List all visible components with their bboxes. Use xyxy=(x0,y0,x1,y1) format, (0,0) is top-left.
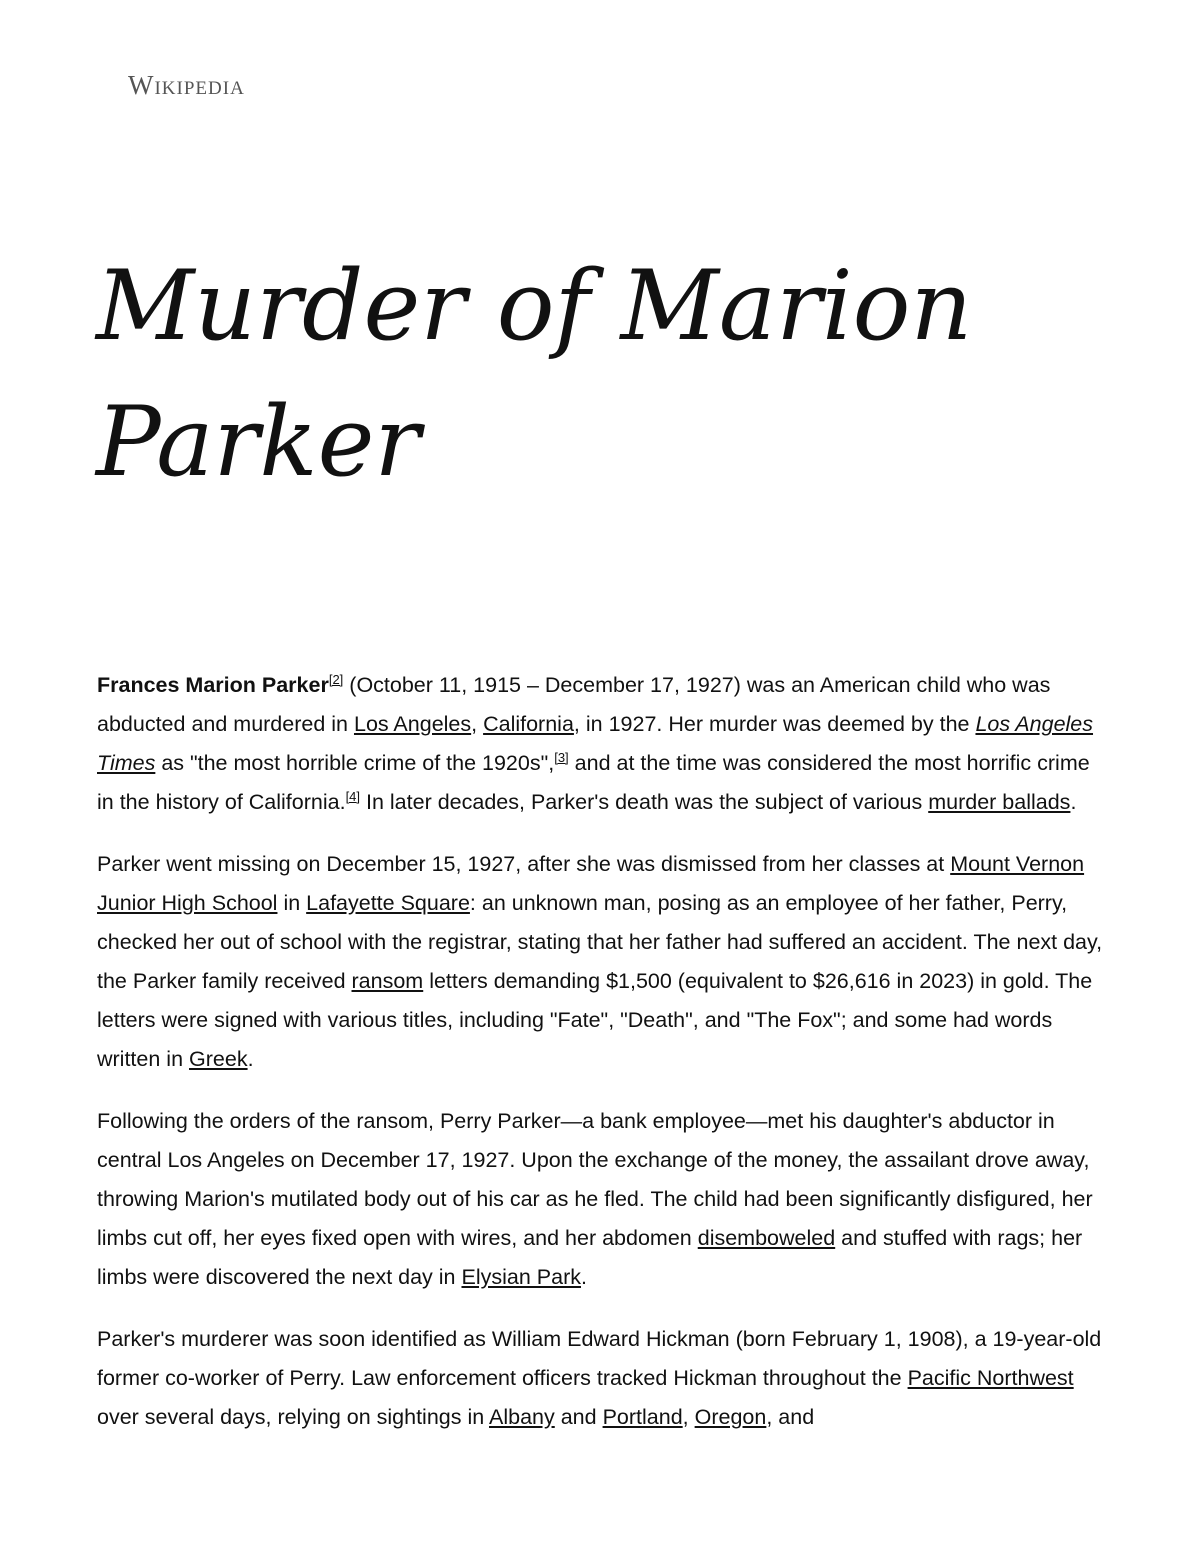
link-lafayette-square[interactable]: Lafayette Square xyxy=(306,891,470,915)
text: . xyxy=(580,1265,587,1289)
citation-4[interactable] xyxy=(346,789,360,804)
text: , and xyxy=(766,1405,815,1429)
paragraph-disappearance xyxy=(97,845,1103,1079)
link-pacific-northwest[interactable]: Pacific Northwest xyxy=(907,1366,1074,1390)
paragraph-murderer xyxy=(97,1320,1103,1437)
citation-3[interactable] xyxy=(554,750,568,765)
text: In later decades, Parker's death was the subject of various xyxy=(360,790,929,814)
link-albany[interactable]: Albany xyxy=(489,1405,555,1429)
link-california[interactable]: California xyxy=(483,712,574,736)
page-title: Murder of Marion Parker xyxy=(96,250,973,498)
text: . xyxy=(247,1047,254,1071)
link-murder-ballads[interactable]: murder ballads xyxy=(928,790,1071,814)
text: Parker went missing on December 15, 1927, after she was dismissed from her classes at xyxy=(97,852,951,876)
subject-name: Frances Marion Parker xyxy=(97,673,329,697)
text: (October 11, 1915 – December 17, 1927) was an American child who was abducted and murdered in xyxy=(97,673,1051,736)
text: and stuffed with rags; her limbs were discovered the next day in xyxy=(97,1226,1083,1289)
text: letters demanding $1,500 (equivalent to $26,616 in 2023) in gold. The letters were signed with various titles, including "Fate", "Death", and "The Fox"; and some had words written in xyxy=(97,969,1093,1071)
link-los-angeles-times[interactable]: Los Angeles Times xyxy=(97,712,1094,775)
link-portland[interactable]: Portland xyxy=(602,1405,683,1429)
text: . xyxy=(1070,790,1077,814)
link-disemboweled[interactable]: disemboweled xyxy=(697,1226,836,1250)
text: as "the most horrible crime of the 1920s", xyxy=(155,751,555,775)
wikipedia-logo[interactable]: Wikipedia xyxy=(128,70,245,100)
link-greek[interactable]: Greek xyxy=(189,1047,248,1071)
link-ransom[interactable]: ransom xyxy=(351,969,424,993)
text: Following the orders of the ransom, Perry Parker—a bank employee—met his daughter's abductor in central Los Angeles on December 17, 1927. Upon the exchange of the money, the assailant drove away, throwing Marion's mutilated body out of his car as he fled. The child had been significantly disfigured, her limbs cut off, her eyes fixed open with wires, and her abdomen xyxy=(97,1109,1093,1250)
paragraph-intro xyxy=(97,666,1103,822)
text: over several days, relying on sightings in xyxy=(97,1405,489,1429)
text: , xyxy=(682,1405,695,1429)
text: and at the time was considered the most horrific crime in the history of California. xyxy=(97,751,1090,814)
link-oregon[interactable]: Oregon xyxy=(694,1405,767,1429)
citation-2[interactable] xyxy=(329,672,343,687)
link-los-angeles[interactable]: Los Angeles xyxy=(353,712,472,736)
link-mount-vernon-junior-high[interactable]: Mount Vernon Junior High School xyxy=(97,852,1085,915)
link-elysian-park[interactable]: Elysian Park xyxy=(461,1265,581,1289)
citation-3-link[interactable]: [3] xyxy=(554,749,569,765)
text: in xyxy=(277,891,307,915)
text: , xyxy=(471,712,484,736)
citation-4-link[interactable]: [4] xyxy=(345,788,361,804)
citation-2-link[interactable]: [2] xyxy=(328,671,344,687)
article-body xyxy=(97,666,1103,1460)
text: , in 1927. Her murder was deemed by the xyxy=(573,712,976,736)
text: : an unknown man, posing as an employee of her father, Perry, checked her out of school with the registrar, stating that her father had suffered an accident. The next day, the Parker family received xyxy=(97,891,1103,993)
text: and xyxy=(554,1405,603,1429)
paragraph-murder xyxy=(97,1102,1103,1297)
text: Parker's murderer was soon identified as William Edward Hickman (born February 1, 1908), a 19-year-old former co-worker of Perry. Law enforcement officers tracked Hickman throughout the xyxy=(97,1327,1102,1390)
